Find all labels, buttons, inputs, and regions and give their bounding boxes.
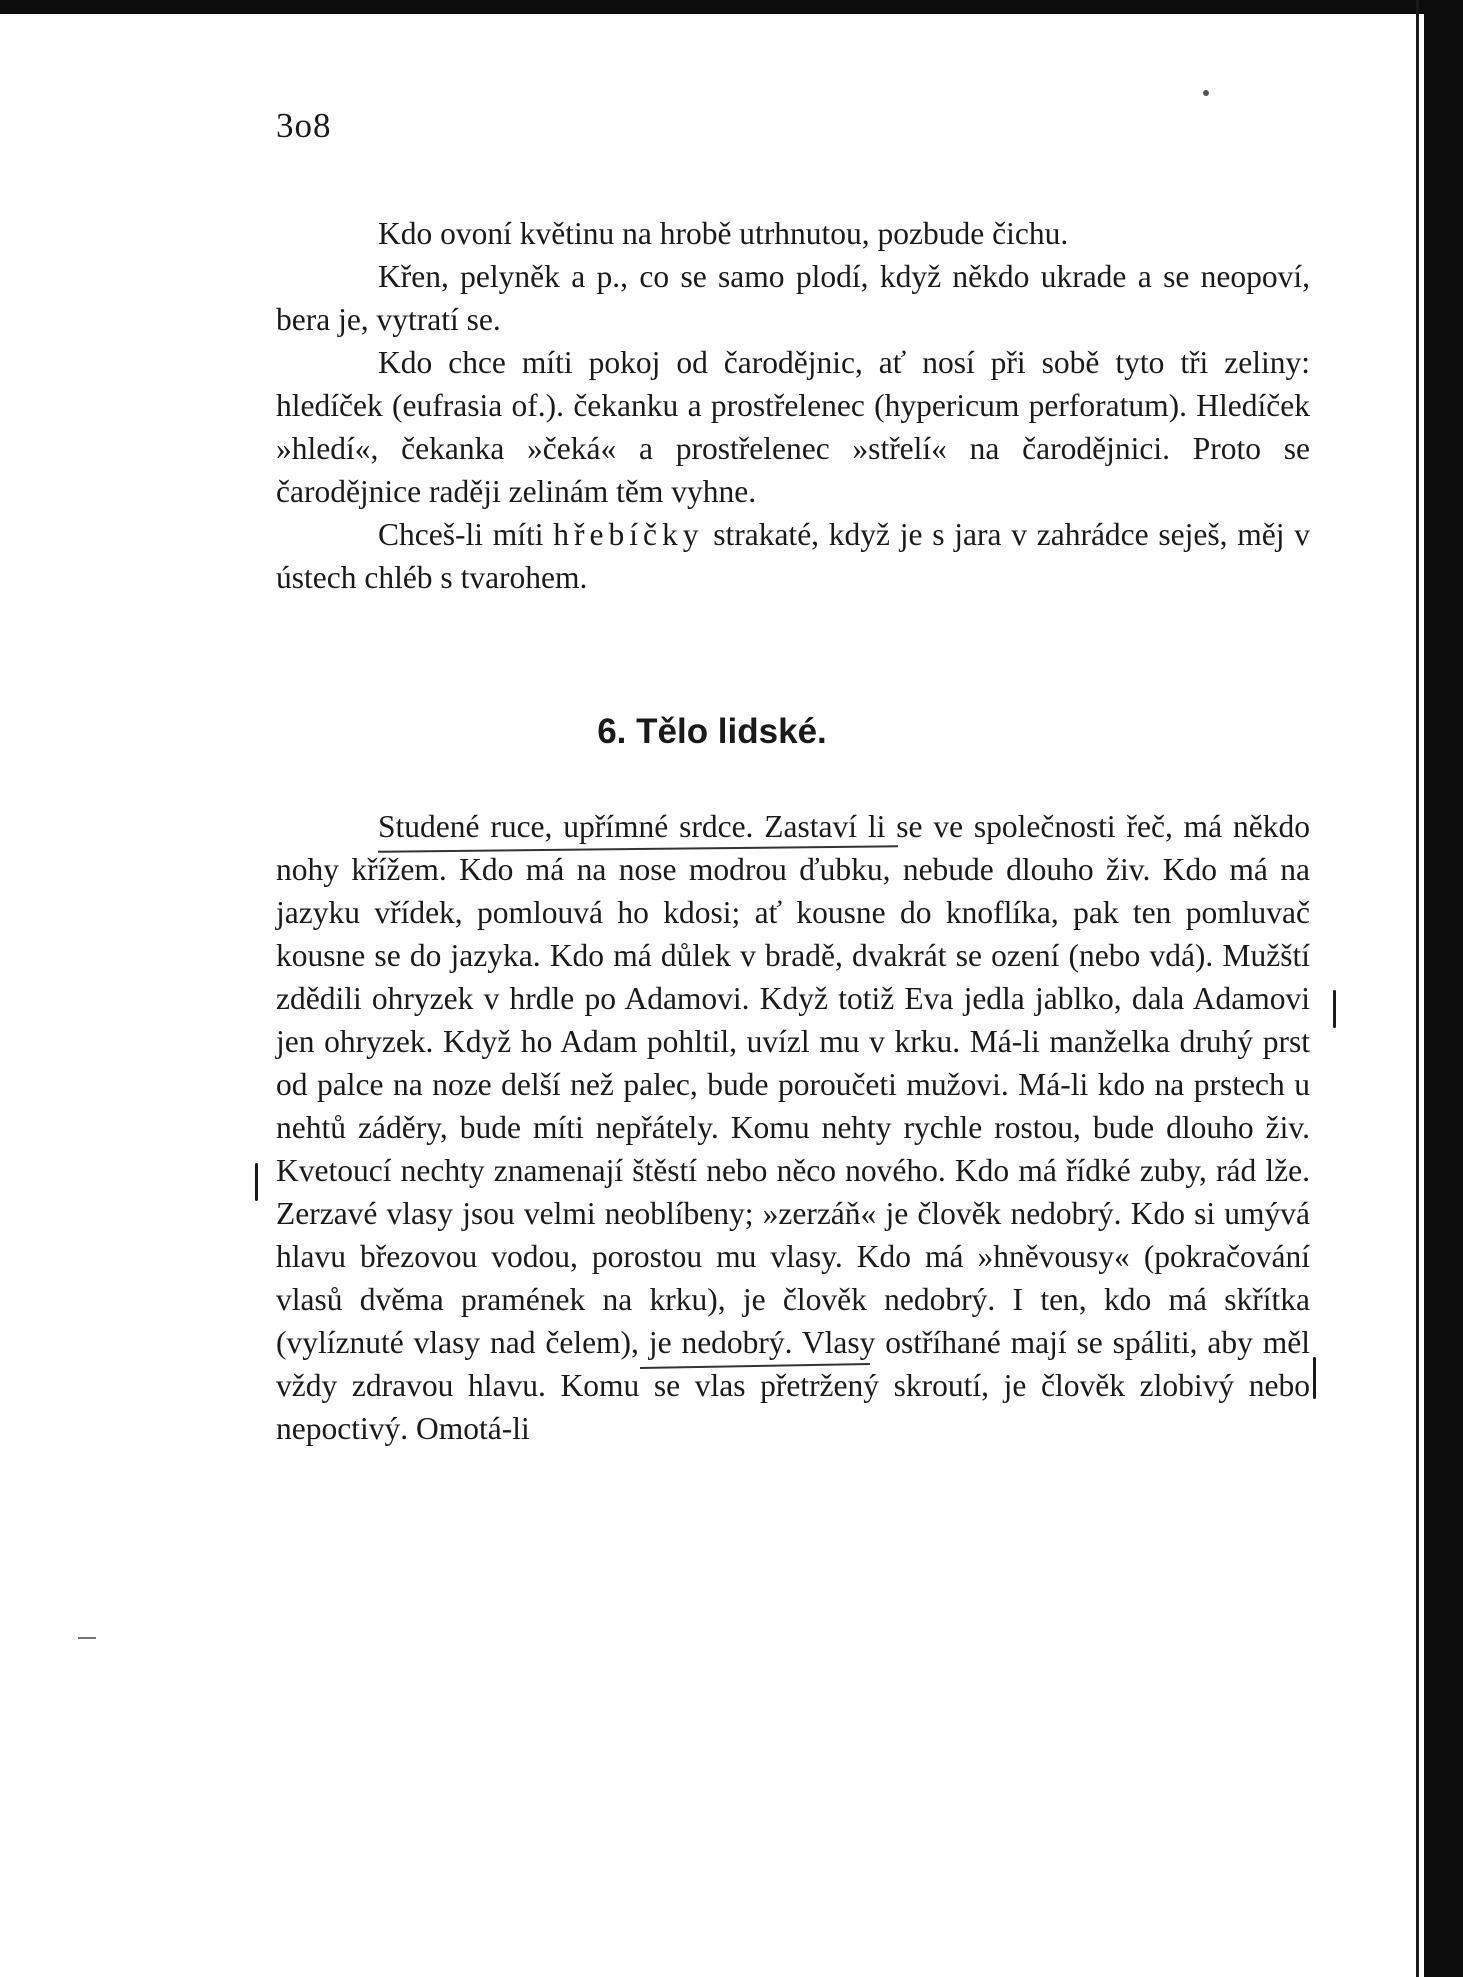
page-number: 3o8 — [276, 106, 332, 145]
scan-speck — [1203, 90, 1209, 96]
text-block-plants — [276, 212, 1310, 599]
scan-border-right — [1424, 0, 1463, 1977]
paragraph — [276, 513, 1310, 599]
margin-mark — [1333, 990, 1336, 1028]
scan-mark — [78, 1637, 96, 1639]
paragraph: Studené ruce, upřímné srdce. Zastaví li se ve společnosti řeč, má někdo nohy křížem. Kdo má na nose modrou ďubku, nebude dlouho živ. Kdo má na jazyku vřídek, pomlouvá ho kdosi; ať kousne do knoflíka, pak ten pomluvač kousne se do jazyka. Kdo má důlek v bradě, dvakrát se ození (nebo vdá). Mužští zdědili ohryzek v hrdle po Adamovi. Když totiž Eva jedla jablko, dala Adamovi jen ohryzek. Když ho Adam pohltil, uvízl mu v krku. Má-li manželka druhý prst od palce na noze delší než palec, bude poroučeti mužovi. Má-li kdo na prstech u nehtů záděry, bude míti nepřátely. Komu nehty rychle rostou, bude dlouho živ. Kvetoucí nechty znamenají štěstí nebo něco nového. Kdo má řídké zuby, rád lže. Zerzavé vlasy jsou velmi neoblíbeny; »zerzáň« je člověk nedobrý. Kdo si umývá hlavu březovou vodou, porostou mu vlasy. Kdo má »hněvousy« (pokračování vlasů dvěma pramének na krku), je člověk nedobrý. I ten, kdo má skřítka (vylíznuté vlasy nad čelem), je nedobrý. Vlasy ostříhané mají se spáliti, aby měl vždy zdravou hlavu. Komu se vlas přetržený skroutí, je člověk zlobivý nebo nepoctivý. Omotá-li — [276, 809, 1310, 1446]
margin-mark — [255, 1163, 258, 1201]
section-heading: 6. Tělo lidské. — [597, 712, 827, 751]
paragraph: Křen, pelyněk a p., co se samo plodí, když někdo ukrade a se neopoví, bera je, vytratí se. — [276, 259, 1310, 337]
scan-border-top — [0, 0, 1463, 14]
paragraph-text: strakaté, když je s jara v zahrádce seješ, měj v ústech chléb s tvarohem. — [276, 517, 1311, 595]
margin-mark — [1313, 1357, 1316, 1399]
emphasized-word: hřebíčky — [553, 517, 704, 552]
scan-border-right-inner — [1416, 0, 1419, 1977]
paragraph: Kdo chce míti pokoj od čarodějnic, ať nosí při sobě tyto tři zeliny: hledíček (eufrasia of.). čekanku a prostřelenec (hypericum perforatum). Hledíček »hledí«, čekanka »čeká« a prostřelenec »střelí« na čarodějnici. Proto se čarodějnice raději zelinám těm vyhne. — [276, 345, 1310, 509]
text-block-body — [276, 805, 1310, 1450]
paragraph-text: Chceš-li míti — [378, 517, 554, 552]
paragraph: Kdo ovoní květinu na hrobě utrhnutou, pozbude čichu. — [378, 216, 1069, 251]
